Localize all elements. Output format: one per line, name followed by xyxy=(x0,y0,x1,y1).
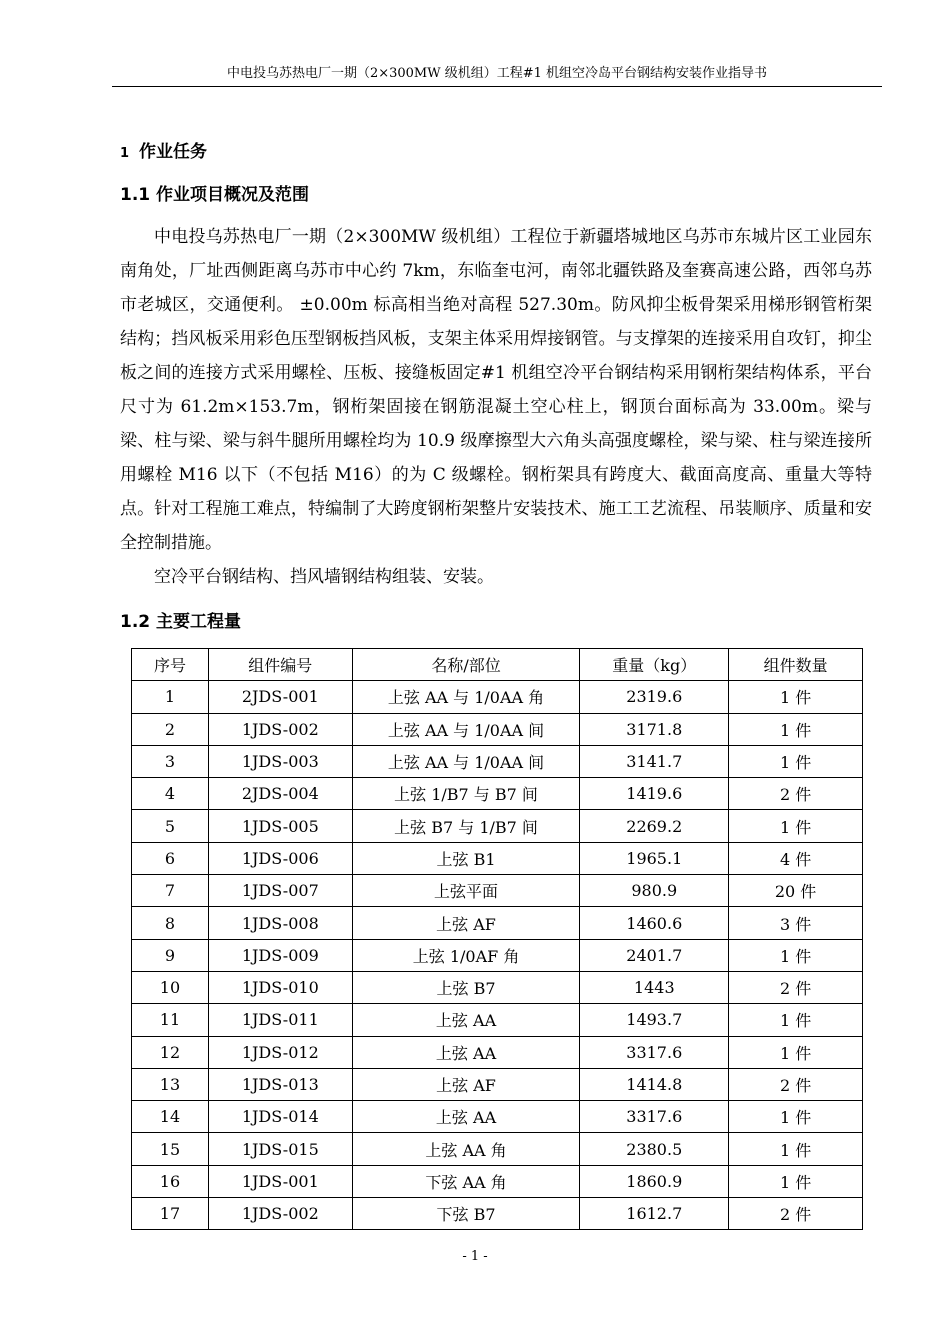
column-header: 组件数量 xyxy=(729,649,863,681)
table-cell: 4 xyxy=(132,778,209,810)
table-row xyxy=(132,810,863,842)
table-body xyxy=(132,681,863,1230)
table-cell: 1 件 xyxy=(729,810,863,842)
table-cell: 1414.8 xyxy=(580,1068,729,1100)
table-cell: 上弦 B7 与 1/B7 间 xyxy=(352,810,580,842)
table-cell: 1JDS-006 xyxy=(208,842,352,874)
table-cell: 1JDS-008 xyxy=(208,907,352,939)
table-cell: 8 xyxy=(132,907,209,939)
table-cell: 3317.6 xyxy=(580,1036,729,1068)
table-cell: 1 件 xyxy=(729,1004,863,1036)
table-cell: 12 xyxy=(132,1036,209,1068)
table-cell: 1 xyxy=(132,681,209,713)
table-cell: 1 件 xyxy=(729,681,863,713)
table-cell: 1860.9 xyxy=(580,1165,729,1197)
table-cell: 2 件 xyxy=(729,971,863,1003)
table-cell: 上弦 AA xyxy=(352,1036,580,1068)
table-cell: 15 xyxy=(132,1133,209,1165)
section-1-1-heading: 1.1 作业项目概况及范围 xyxy=(120,185,310,205)
table-cell: 5 xyxy=(132,810,209,842)
table-cell: 13 xyxy=(132,1068,209,1100)
table-cell: 9 xyxy=(132,939,209,971)
table-cell: 1 件 xyxy=(729,939,863,971)
table-cell: 4 件 xyxy=(729,842,863,874)
table-cell: 上弦 AA xyxy=(352,1004,580,1036)
table-cell: 上弦 1/B7 与 B7 间 xyxy=(352,778,580,810)
table-cell: 1JDS-007 xyxy=(208,875,352,907)
section-1-2-heading: 1.2 主要工程量 xyxy=(120,612,242,632)
table-cell: 2JDS-004 xyxy=(208,778,352,810)
table-row xyxy=(132,778,863,810)
table-cell: 3317.6 xyxy=(580,1101,729,1133)
table-cell: 2269.2 xyxy=(580,810,729,842)
table-cell: 2 件 xyxy=(729,778,863,810)
table-cell: 上弦 AA 与 1/0AA 角 xyxy=(352,681,580,713)
section-1-title: 作业任务 xyxy=(139,142,208,162)
table-cell: 17 xyxy=(132,1198,209,1230)
table-cell: 16 xyxy=(132,1165,209,1197)
table-cell: 1JDS-010 xyxy=(208,971,352,1003)
table-row xyxy=(132,1068,863,1100)
table-row xyxy=(132,1036,863,1068)
table-cell: 2 xyxy=(132,713,209,745)
table-cell: 1 件 xyxy=(729,1036,863,1068)
table-cell: 1 件 xyxy=(729,1133,863,1165)
table-cell: 下弦 B7 xyxy=(352,1198,580,1230)
table-row xyxy=(132,971,863,1003)
table-cell: 1JDS-005 xyxy=(208,810,352,842)
page-number: - 1 - xyxy=(462,1249,488,1264)
column-header: 重量（kg） xyxy=(580,649,729,681)
table-cell: 1 件 xyxy=(729,745,863,777)
table-cell: 1JDS-002 xyxy=(208,713,352,745)
table-row xyxy=(132,939,863,971)
table-cell: 1419.6 xyxy=(580,778,729,810)
table-cell: 2JDS-001 xyxy=(208,681,352,713)
table-cell: 2401.7 xyxy=(580,939,729,971)
table-row xyxy=(132,1004,863,1036)
table-cell: 2380.5 xyxy=(580,1133,729,1165)
table-cell: 上弦 1/0AF 角 xyxy=(352,939,580,971)
table-cell: 3141.7 xyxy=(580,745,729,777)
table-cell: 1443 xyxy=(580,971,729,1003)
table-cell: 2 件 xyxy=(729,1198,863,1230)
table-cell: 2319.6 xyxy=(580,681,729,713)
table-cell: 1612.7 xyxy=(580,1198,729,1230)
table-cell: 1 件 xyxy=(729,1101,863,1133)
table-cell: 1JDS-013 xyxy=(208,1068,352,1100)
table-row xyxy=(132,907,863,939)
table-row xyxy=(132,1165,863,1197)
table-cell: 上弦 AF xyxy=(352,1068,580,1100)
table-header-row xyxy=(132,649,863,681)
scope-paragraph: 空冷平台钢结构、挡风墙钢结构组装、安装。 xyxy=(154,567,494,587)
table-cell: 1460.6 xyxy=(580,907,729,939)
table-row xyxy=(132,875,863,907)
table-cell: 1JDS-015 xyxy=(208,1133,352,1165)
table-row xyxy=(132,713,863,745)
table-cell: 上弦 B1 xyxy=(352,842,580,874)
table-cell: 980.9 xyxy=(580,875,729,907)
table-cell: 3171.8 xyxy=(580,713,729,745)
table-row xyxy=(132,842,863,874)
quantity-table xyxy=(131,648,863,1230)
section-1-number: 1 xyxy=(120,146,130,161)
table-cell: 10 xyxy=(132,971,209,1003)
header-title: 中电投乌苏热电厂一期（2×300MW 级机组）工程#1 机组空冷岛平台钢结构安装作业指导书 xyxy=(226,66,768,81)
table-cell: 上弦 AA 角 xyxy=(352,1133,580,1165)
table-cell: 1965.1 xyxy=(580,842,729,874)
table-cell: 上弦 AA 与 1/0AA 间 xyxy=(352,713,580,745)
overview-paragraph: 中电投乌苏热电厂一期（2×300MW 级机组）工程位于新疆塔城地区乌苏市东城片区工业园东南角处，厂址西侧距离乌苏市中心约 7km，东临奎屯河，南邻北疆铁路及奎赛高速公路，西邻乌苏市老城区，交通便利。 ±0.00m 标高相当绝对高程 527.30m。防风抑尘板骨架采用梯形钢管桁架结构；挡风板采用彩色压型钢板挡风板，支架主体采用焊接钢管。与支撑架的连接采用自攻钉，抑尘板之间的连接方式采用螺栓、压板、接缝板固定#1 机组空冷平台钢结构采用钢桁架结构体系，平台尺寸为 61.2m×153.7m，钢桁架固接在钢筋混凝土空心柱上，钢顶台面标高为 33.00m。梁与梁、柱与梁、梁与斜牛腿所用螺栓均为 10.9 级摩擦型大六角头高强度螺栓，梁与梁、柱与梁连接所用螺栓 M16 以下（不包括 M16）的为 C 级螺栓。钢桁架具有跨度大、截面高度高、重量大等特点。针对工程施工难点，特编制了大跨度钢桁架整片安装技术、施工工艺流程、吊装顺序、质量和安全控制措施。 xyxy=(120,227,872,553)
table-cell: 下弦 AA 角 xyxy=(352,1165,580,1197)
table-cell: 3 件 xyxy=(729,907,863,939)
table-cell: 11 xyxy=(132,1004,209,1036)
table-cell: 14 xyxy=(132,1101,209,1133)
page-header xyxy=(112,64,882,87)
column-header: 序号 xyxy=(132,649,209,681)
table-cell: 6 xyxy=(132,842,209,874)
table-cell: 1JDS-011 xyxy=(208,1004,352,1036)
table-row xyxy=(132,1101,863,1133)
table-cell: 1JDS-012 xyxy=(208,1036,352,1068)
table-cell: 上弦 B7 xyxy=(352,971,580,1003)
column-header: 组件编号 xyxy=(208,649,352,681)
table-row xyxy=(132,1133,863,1165)
table-cell: 1JDS-003 xyxy=(208,745,352,777)
table-cell: 1JDS-014 xyxy=(208,1101,352,1133)
table-cell: 1 件 xyxy=(729,713,863,745)
table-cell: 上弦平面 xyxy=(352,875,580,907)
table-row xyxy=(132,1198,863,1230)
section-1-heading xyxy=(120,137,207,162)
table-cell: 上弦 AA xyxy=(352,1101,580,1133)
table-cell: 上弦 AA 与 1/0AA 间 xyxy=(352,745,580,777)
table-cell: 1JDS-009 xyxy=(208,939,352,971)
table-cell: 7 xyxy=(132,875,209,907)
table-cell: 上弦 AF xyxy=(352,907,580,939)
table-cell: 1JDS-001 xyxy=(208,1165,352,1197)
table-cell: 3 xyxy=(132,745,209,777)
table-cell: 1493.7 xyxy=(580,1004,729,1036)
table-row xyxy=(132,681,863,713)
table-cell: 2 件 xyxy=(729,1068,863,1100)
table-row xyxy=(132,745,863,777)
column-header: 名称/部位 xyxy=(352,649,580,681)
table-cell: 1JDS-002 xyxy=(208,1198,352,1230)
table-cell: 1 件 xyxy=(729,1165,863,1197)
table-cell: 20 件 xyxy=(729,875,863,907)
